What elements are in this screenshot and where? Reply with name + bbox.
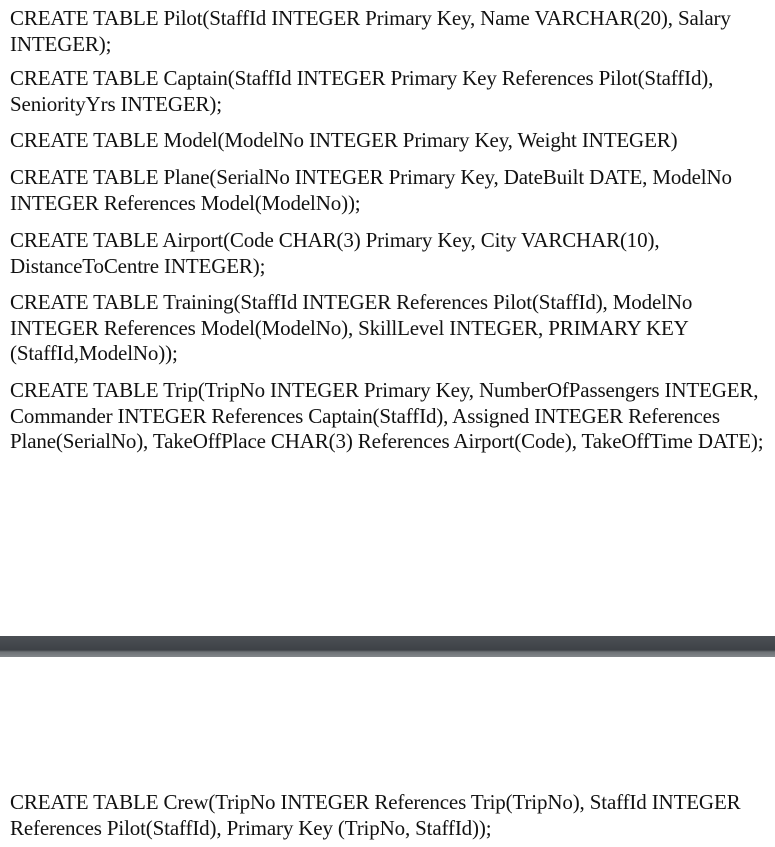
- sql-statement-trip: CREATE TABLE Trip(TripNo INTEGER Primary Key, NumberOfPassengers INTEGER, Commander INTEGER References Captain(StaffId), Assigned INTEGER References Plane(SerialNo), TakeOffPlace CHAR(3) References Airport(Code), TakeOffTime DATE);: [10, 378, 764, 453]
- sql-statement-captain: CREATE TABLE Captain(StaffId INTEGER Primary Key References Pilot(StaffId), SeniorityYrs INTEGER);: [10, 66, 714, 116]
- sql-statement-crew: CREATE TABLE Crew(TripNo INTEGER References Trip(TripNo), StaffId INTEGER References Pilot(StaffId), Primary Key (TripNo, StaffId));: [10, 790, 741, 840]
- sql-statement-airport: CREATE TABLE Airport(Code CHAR(3) Primary Key, City VARCHAR(10), DistanceToCentre INTEGER);: [10, 228, 660, 278]
- sql-statement-model: CREATE TABLE Model(ModelNo INTEGER Primary Key, Weight INTEGER): [10, 128, 678, 152]
- document-page-2: [0, 657, 775, 847]
- page-separator: [0, 636, 775, 657]
- sql-statement-training: CREATE TABLE Training(StaffId INTEGER References Pilot(StaffId), ModelNo INTEGER References Model(ModelNo), SkillLevel INTEGER, PRIMARY KEY (StaffId,ModelNo));: [10, 290, 693, 365]
- sql-statement-pilot: CREATE TABLE Pilot(StaffId INTEGER Primary Key, Name VARCHAR(20), Salary INTEGER);: [10, 6, 731, 56]
- sql-statement-plane: CREATE TABLE Plane(SerialNo INTEGER Primary Key, DateBuilt DATE, ModelNo INTEGER References Model(ModelNo));: [10, 165, 732, 215]
